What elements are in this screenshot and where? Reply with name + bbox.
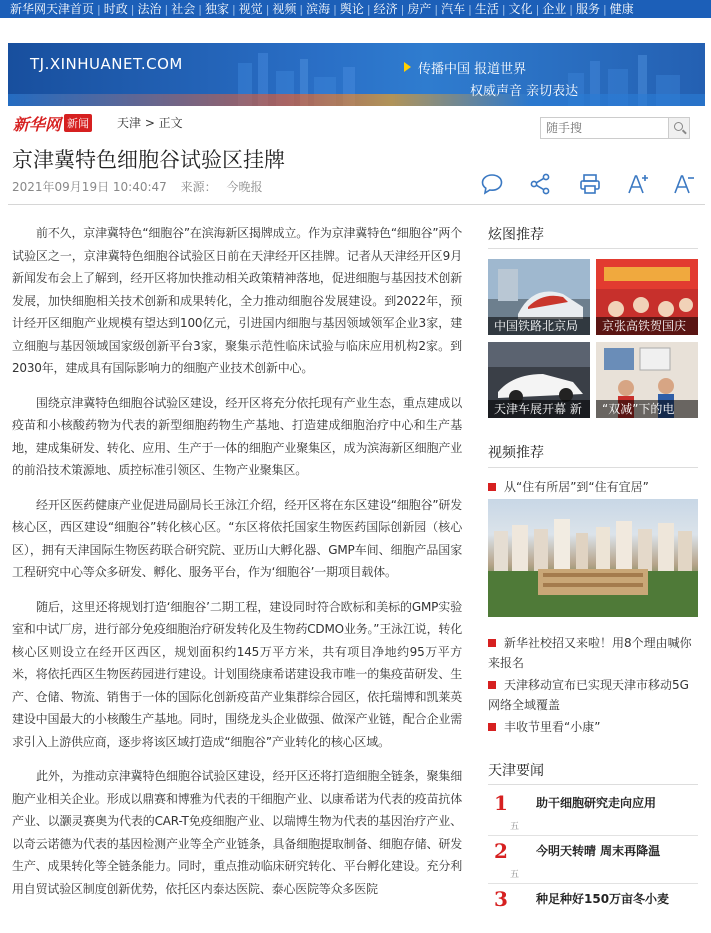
banner-color-stripe (8, 94, 705, 106)
video-link[interactable] (488, 675, 698, 715)
nav-separator: | (164, 2, 169, 16)
print-icon[interactable] (578, 172, 602, 196)
section-rule (488, 467, 698, 468)
nav-separator: | (434, 2, 439, 16)
nav-item-life[interactable]: 生活 (474, 2, 499, 16)
nav-separator: | (198, 2, 202, 16)
nav-separator: | (333, 2, 337, 16)
rank-rule (488, 835, 698, 836)
banner-site-url: TJ.XINHUANET.COM (30, 55, 183, 73)
play-icon (488, 723, 496, 731)
photo-caption: 天津车展开幕 新 (488, 400, 590, 418)
city-skyline-image (488, 499, 698, 617)
nav-separator: | (97, 2, 101, 16)
nav-separator: | (535, 2, 540, 16)
play-icon (488, 681, 496, 689)
photo-caption: 京张高铁贺国庆 (596, 317, 698, 335)
video-link[interactable] (488, 633, 698, 673)
rank-number: 1 (494, 791, 508, 815)
nav-separator: | (265, 2, 270, 16)
video-link[interactable] (488, 717, 698, 737)
photo-thumb[interactable] (596, 342, 698, 418)
rank-number: 2 (494, 839, 508, 863)
rank-headline: 种足种好150万亩冬小麦 (536, 892, 670, 906)
video-link-text: 天津移动宣布已实现天津市移动5G网络全域覆盖 (488, 678, 689, 712)
search-input[interactable] (541, 118, 668, 138)
nav-item-home[interactable]: 新华网天津首页 (10, 2, 95, 16)
nav-separator: | (603, 2, 607, 16)
nav-item-politics[interactable]: 时政 (103, 2, 128, 16)
nav-item-auto[interactable]: 汽车 (441, 2, 466, 16)
video-section-title: 视频推荐 (488, 445, 544, 461)
photo-thumb[interactable] (488, 342, 590, 418)
section-rule (488, 248, 698, 249)
news-rank-item[interactable] (488, 887, 698, 933)
banner-slogan-line2: 权威声音 亲切表达 (470, 84, 579, 99)
article-toolbar (480, 172, 695, 196)
search-box (540, 117, 690, 139)
nav-separator: | (501, 2, 506, 16)
nav-item-housing[interactable]: 房产 (407, 2, 432, 16)
photo-caption: 中国铁路北京局 (488, 317, 590, 335)
font-larger-icon[interactable] (626, 172, 650, 196)
rank-headline: 助干细胞研究走向应用 (536, 796, 657, 810)
article-paragraph: 经开区医药健康产业促进局副局长王泳江介绍，经开区将在东区建设“细胞谷”研发核心区，西区建设“细胞谷”转化核心区。“东区将依托国家生物医药国际创新园（核心区），拥有天津国际生物医药联合研究院、亚历山大孵化器、GMP车间、细胞产品国家工程研究中心等众多研发、孵化、服务平台，作为‘细胞谷’一期项目载体。 (12, 497, 462, 579)
article-paragraph: 前不久，京津冀特色“细胞谷”在滨海新区揭牌成立。作为京津冀特色“细胞谷”两个试验区之一，京津冀特色细胞谷试验区日前在天津经开区挂牌。记者从天津经开区9月新闻发布会上了解到，经开区将加快推动相关政策精神落地，促进细胞与基因技术创新发展，加快细胞相关技术创新和成果转化，全力推动细胞谷发展建设。到2022年，预计经开区细胞产业规模有望达到100亿元，引进国内细胞与基因领域领军企业3家，建立细胞与基因领域国家级创新平台3家，聚集示范性临床试验与临床应用机构2家。到2030年，建成具有国际影响力的细胞产业技术创新中心。 (12, 226, 462, 375)
logo-news-tag: 新闻 (64, 114, 92, 132)
nav-separator: | (569, 2, 574, 16)
nav-item-binhai[interactable]: 滨海 (306, 2, 331, 16)
article-source[interactable]: 今晚报 (226, 180, 263, 194)
font-smaller-icon[interactable] (672, 172, 696, 196)
site-banner[interactable] (8, 43, 705, 106)
rank-sub: 五 (510, 870, 520, 880)
site-logo[interactable] (13, 113, 92, 133)
nav-item-opinion[interactable]: 舆论 (339, 2, 364, 16)
search-icon-handle (682, 129, 687, 134)
article-paragraph: 围绕京津冀特色细胞谷试验区建设，经开区将充分依托现有产业生态，重点建成以疫苗和小核酸药物为代表的新型细胞药物生产基地、打造建成细胞治疗中心和生产基地，建成集研发、转化、应用、生产于一体的细胞产业聚集区，成为滨海新区细胞产业的前沿技术策源地、质控标准引领区、生物产业聚集区。 (12, 395, 462, 477)
play-icon (488, 639, 496, 647)
share-icon[interactable] (528, 172, 552, 196)
section-rule (488, 784, 698, 785)
rank-rule (488, 883, 698, 884)
photo-thumb[interactable] (488, 259, 590, 335)
nav-item-service[interactable]: 服务 (576, 2, 601, 16)
nav-separator: | (366, 2, 371, 16)
nav-item-health[interactable]: 健康 (609, 2, 634, 16)
banner-slogan-line1: 传播中国 报道世界 (418, 62, 527, 77)
nav-item-culture[interactable]: 文化 (508, 2, 533, 16)
breadcrumb[interactable]: 天津 > 正文 (117, 116, 183, 130)
photo-section-title: 炫图推荐 (488, 227, 544, 243)
nav-item-video[interactable]: 视频 (272, 2, 297, 16)
article-paragraph: 随后，这里还将规划打造‘细胞谷’二期工程，建设同时符合欧标和美标的GMP实验室和中试厂房，进行部分免疫细胞治疗研发转化及生物药CDMO业务。”王泳江说，转化核心区则设立在经开区西区，规划面积约145万平方米，共有项目净地约95万平方米，将依托西区生物医药园进行建设。计划围绕康希诺建设我市唯一的集疫苗研发、生产、仓储、物流、销售于一体的国际化创新疫苗产业集群综合园区，依托瑞博和凯莱英建设中国最大的小核酸生产基地。同时，围绕龙头企业做强、做深产业链，配合企业需求引入上游供应商，逐步将该区域打造成“细胞谷”产业转化的核心区域。 (12, 599, 462, 749)
photo-caption: “双减”下的电 (596, 400, 698, 418)
nav-item-society[interactable]: 社会 (171, 2, 196, 16)
article-paragraph: 此外，为推动京津冀特色细胞谷试验区建设，经开区还将打造细胞全链条，聚集细胞产业相关企业。形成以鼎赛和博雅为代表的干细胞产业、以康希诺为代表的疫苗抗体产业、以灏灵赛奥为代表的CAR-T免疫细胞产业、以瑞博生物为代表的基因治疗产业、以奇云诺德为代表的基因检测产业等全产业链条，具备细胞提取制备、细胞存储、研发生产、成果转化等全链条能力。同时，重点推动临床研究转化、平台孵化建设。充分利用自贸试验区制度创新优势，依托区内泰达医院、泰心医院等众多医院 (12, 769, 462, 896)
rank-sub: 五 (510, 822, 520, 832)
nav-separator: | (299, 2, 304, 16)
video-link-text: 丰收节里看“小康” (504, 720, 601, 734)
article-source-label: 来源： (180, 180, 217, 194)
article-meta (12, 178, 272, 195)
search-button[interactable] (668, 118, 689, 138)
article-date: 2021年09月19日 10:40:47 (12, 180, 167, 194)
header-divider (8, 204, 705, 205)
video-preview-image[interactable] (488, 499, 698, 617)
logo-brand-text: 新华网 (13, 114, 62, 134)
news-section-title: 天津要闻 (488, 763, 544, 779)
video-link-text: 新华社校招又来啦！用8个理由喊你来报名 (488, 636, 692, 670)
nav-item-visual[interactable]: 视觉 (238, 2, 263, 16)
page-title: 京津冀特色细胞谷试验区挂牌 (12, 148, 285, 172)
play-triangle-icon (404, 62, 411, 72)
comment-icon[interactable] (480, 172, 504, 196)
photo-thumb[interactable] (596, 259, 698, 335)
nav-separator: | (231, 2, 236, 16)
news-rank-item[interactable] (488, 791, 698, 837)
news-rank-item[interactable] (488, 839, 698, 885)
nav-item-exclusive[interactable]: 独家 (204, 2, 229, 16)
play-icon (488, 483, 496, 491)
nav-item-law[interactable]: 法治 (137, 2, 162, 16)
rank-headline: 今明天转晴 周末再降温 (536, 844, 661, 858)
video-top-link[interactable] (488, 477, 698, 497)
nav-separator: | (400, 2, 405, 16)
video-top-link-text: 从“住有所居”到“住有宜居” (504, 480, 649, 494)
rank-number: 3 (494, 887, 508, 911)
nav-separator: | (130, 2, 135, 16)
article-body (12, 222, 462, 912)
nav-item-enterprise[interactable]: 企业 (542, 2, 567, 16)
nav-separator: | (468, 2, 472, 16)
nav-item-economy[interactable]: 经济 (373, 2, 398, 16)
top-nav-bar (0, 0, 711, 18)
